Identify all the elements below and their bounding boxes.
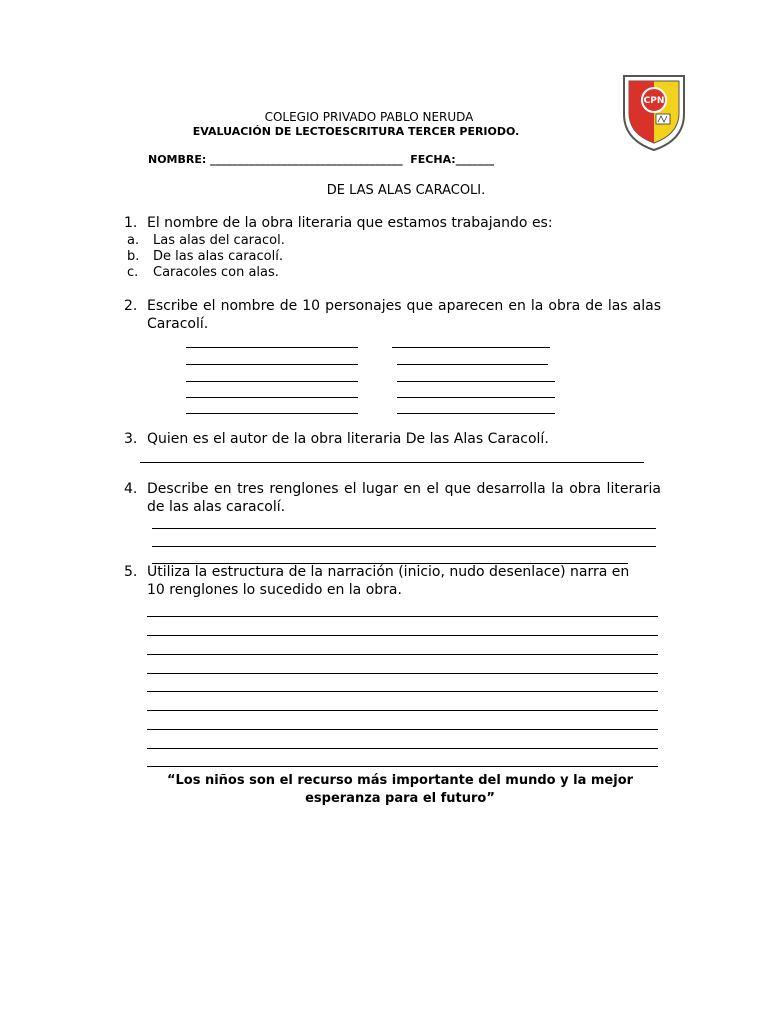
answer-line[interactable] [147, 766, 658, 767]
answer-line[interactable] [147, 729, 658, 730]
option-letter: c. [127, 265, 139, 280]
question-1 [0, 214, 768, 234]
question-text: El nombre de la obra literaria que estamos trabajando es: [147, 215, 553, 231]
answer-line[interactable] [397, 364, 548, 365]
option-c [0, 265, 768, 281]
answer-line[interactable] [147, 673, 658, 674]
answer-line[interactable] [152, 528, 656, 529]
option-letter: a. [127, 233, 140, 248]
question-text: Quien es el autor de la obra literaria De las Alas Caracolí. [147, 431, 549, 447]
answer-line[interactable] [147, 616, 658, 617]
answer-line[interactable] [392, 347, 550, 348]
option-b [0, 249, 768, 265]
option-a [0, 233, 768, 249]
answer-line[interactable] [147, 710, 658, 711]
evaluation-title: EVALUACIÓN DE LECTOESCRITURA TERCER PERIODO. [192, 125, 520, 138]
answer-line[interactable] [186, 397, 358, 398]
answer-line[interactable] [186, 381, 358, 382]
school-name: COLEGIO PRIVADO PABLO NERUDA [264, 110, 474, 124]
answer-line[interactable] [186, 347, 358, 348]
question-number: 1. [124, 215, 138, 231]
option-text: Las alas del caracol. [153, 233, 285, 248]
question-4 [0, 480, 768, 518]
answer-line[interactable] [397, 413, 555, 414]
question-3 [0, 430, 768, 450]
question-text: Describe en tres renglones el lugar en el que desarrolla la obra literaria de las alas caracolí. [147, 481, 661, 515]
answer-line[interactable] [147, 748, 658, 749]
option-text: De las alas caracolí. [153, 249, 283, 264]
question-number: 5. [124, 564, 138, 580]
question-2 [0, 297, 768, 335]
question-text: Escribe el nombre de 10 personajes que aparecen en la obra de las alas Caracolí. [147, 298, 661, 332]
answer-line[interactable] [397, 397, 555, 398]
svg-text:CPN: CPN [643, 96, 665, 106]
answer-line[interactable] [152, 546, 656, 547]
answer-line[interactable] [147, 691, 658, 692]
answer-line[interactable] [147, 635, 658, 636]
name-date-line: NOMBRE: ___________________________________ FECHA:_______ [148, 153, 495, 166]
answer-line[interactable] [147, 654, 658, 655]
option-text: Caracoles con alas. [153, 265, 279, 280]
option-letter: b. [127, 249, 140, 264]
question-text: Utiliza la estructura de la narración (inicio, nudo desenlace) narra en 10 renglones lo sucedido en la obra. [147, 564, 630, 598]
question-number: 3. [124, 431, 138, 447]
question-number: 4. [124, 481, 138, 497]
question-number: 2. [124, 298, 138, 314]
answer-line[interactable] [140, 462, 644, 463]
question-5 [0, 563, 768, 601]
closing-quote: “Los niños son el recurso más importante del mundo y la mejor esperanza para el futuro” [166, 773, 634, 806]
document-title: DE LAS ALAS CARACOLI. [326, 183, 486, 198]
answer-line[interactable] [186, 413, 358, 414]
answer-line[interactable] [397, 381, 555, 382]
answer-line[interactable] [186, 364, 358, 365]
